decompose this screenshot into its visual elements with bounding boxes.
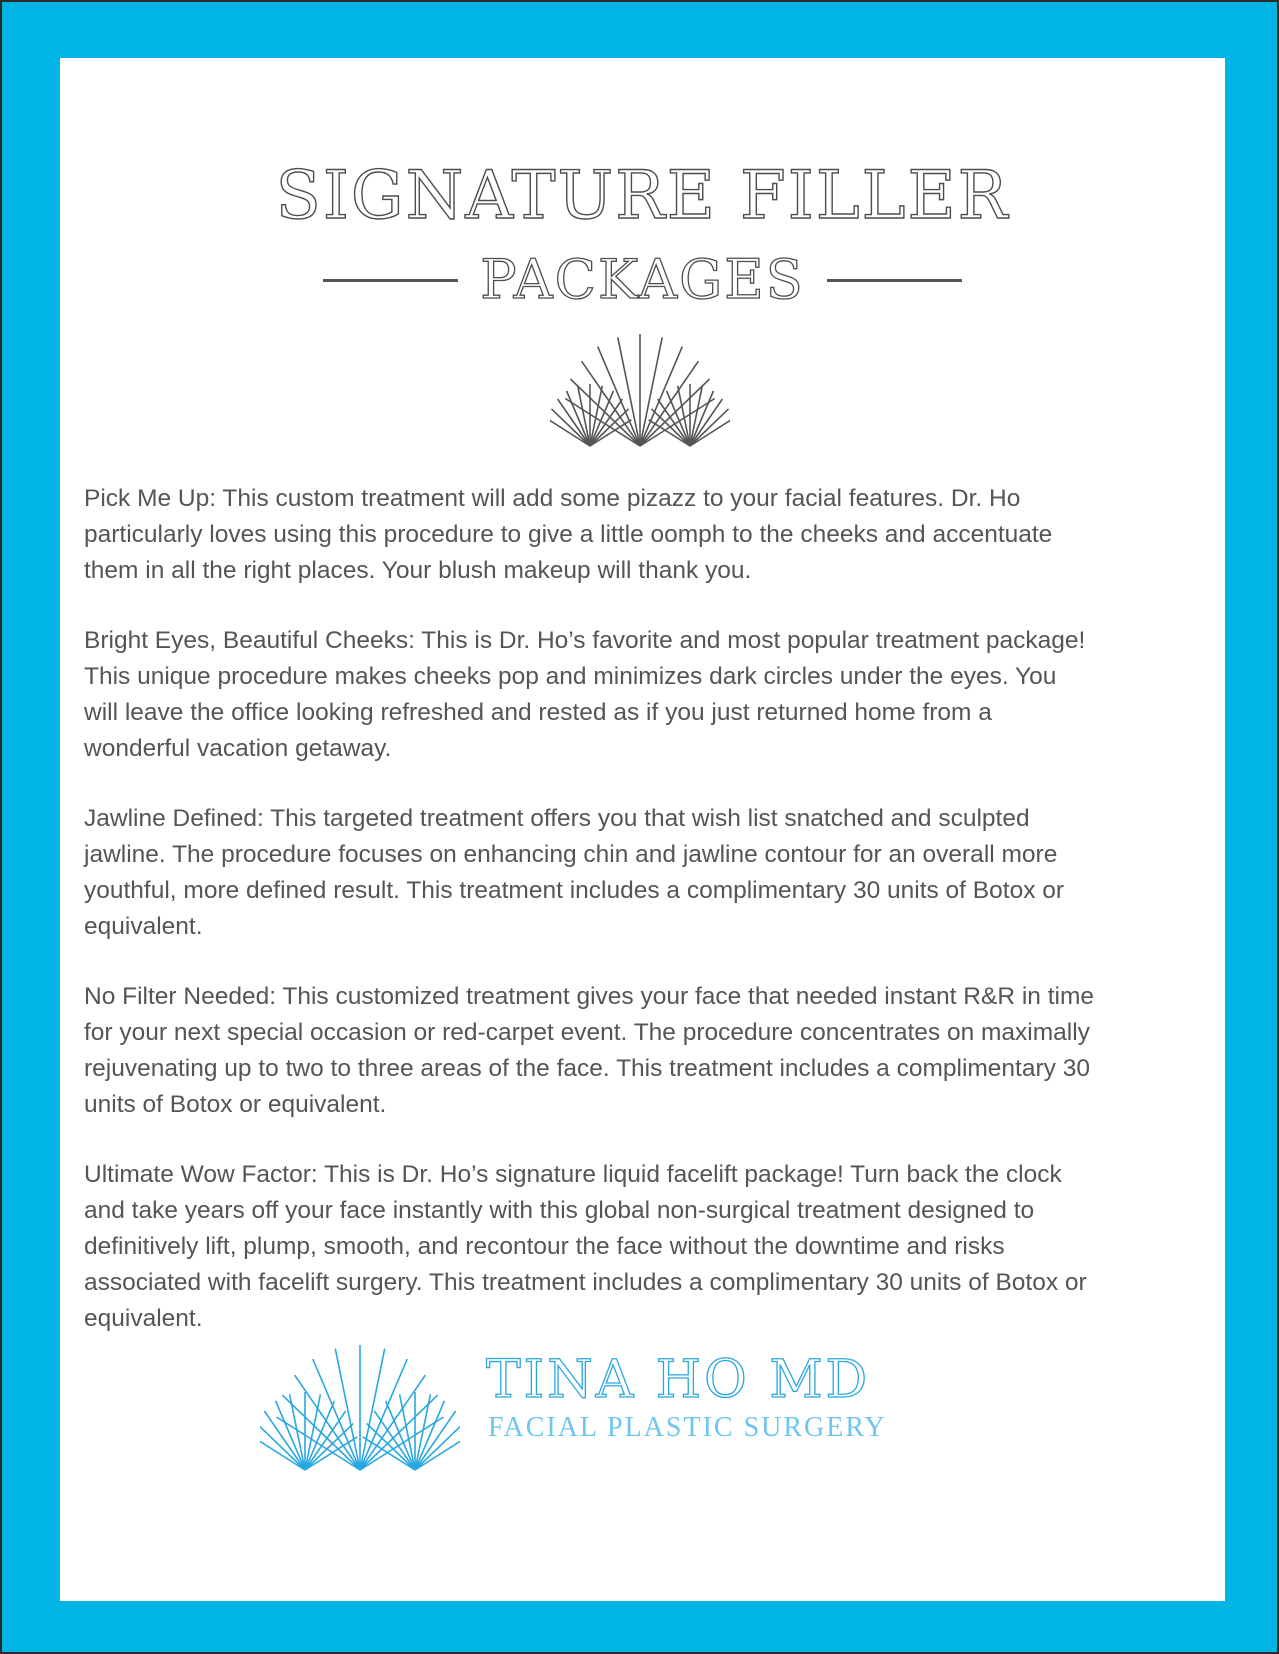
- brand-subtitle: FACIAL PLASTIC SURGERY: [488, 1412, 887, 1443]
- package-description: Bright Eyes, Beautiful Cheeks: This is Dr. Ho’s favorite and most popular treatment package! This unique procedure makes cheeks pop and minimizes dark circles under the eyes. You will leave the office looking refreshed and rested as if you just returned home from a wonderful vacation getaway.: [84, 627, 1086, 762]
- package-description: Pick Me Up: This custom treatment will add some pizazz to your facial features. Dr. Ho particularly loves using this procedure to give a little oomph to the cheeks and accentuate them in all the right places. Your blush makeup will thank you.: [84, 485, 1053, 584]
- page-subtitle-row: [60, 248, 1225, 311]
- package-description: No Filter Needed: This customized treatment gives your face that needed instant R&R in time for your next special occasion or red-carpet event. The procedure concentrates on maximally rejuvenating up to two to three areas of the face. This treatment includes a complimentary 30 units of Botox or equivalent.: [84, 983, 1094, 1118]
- page-subtitle: PACKAGES: [480, 248, 805, 311]
- right-divider: [827, 279, 962, 282]
- left-divider: [323, 279, 458, 282]
- fan-leaves-logo-icon: [260, 1338, 460, 1478]
- package-description: Jawline Defined: This targeted treatment offers you that wish list snatched and sculpted jawline. The procedure focuses on enhancing chin and jawline contour for an overall more youthful, more defined result. This treatment includes a complimentary 30 units of Botox or equivalent.: [84, 805, 1065, 940]
- package-list: [84, 481, 1094, 1337]
- brand-name: TINA HO MD: [486, 1350, 871, 1410]
- fan-leaves-icon: [550, 328, 730, 453]
- package-description: Ultimate Wow Factor: This is Dr. Ho’s signature liquid facelift package! Turn back the clock and take years off your face instantly with this global non-surgical treatment designed to definitively lift, plump, smooth, and recontour the face without the downtime and risks associated with facelift surgery. This treatment includes a complimentary 30 units of Botox or equivalent.: [84, 1161, 1087, 1332]
- page-content: [60, 58, 1225, 1601]
- page-title: SIGNATURE FILLER: [275, 157, 1010, 234]
